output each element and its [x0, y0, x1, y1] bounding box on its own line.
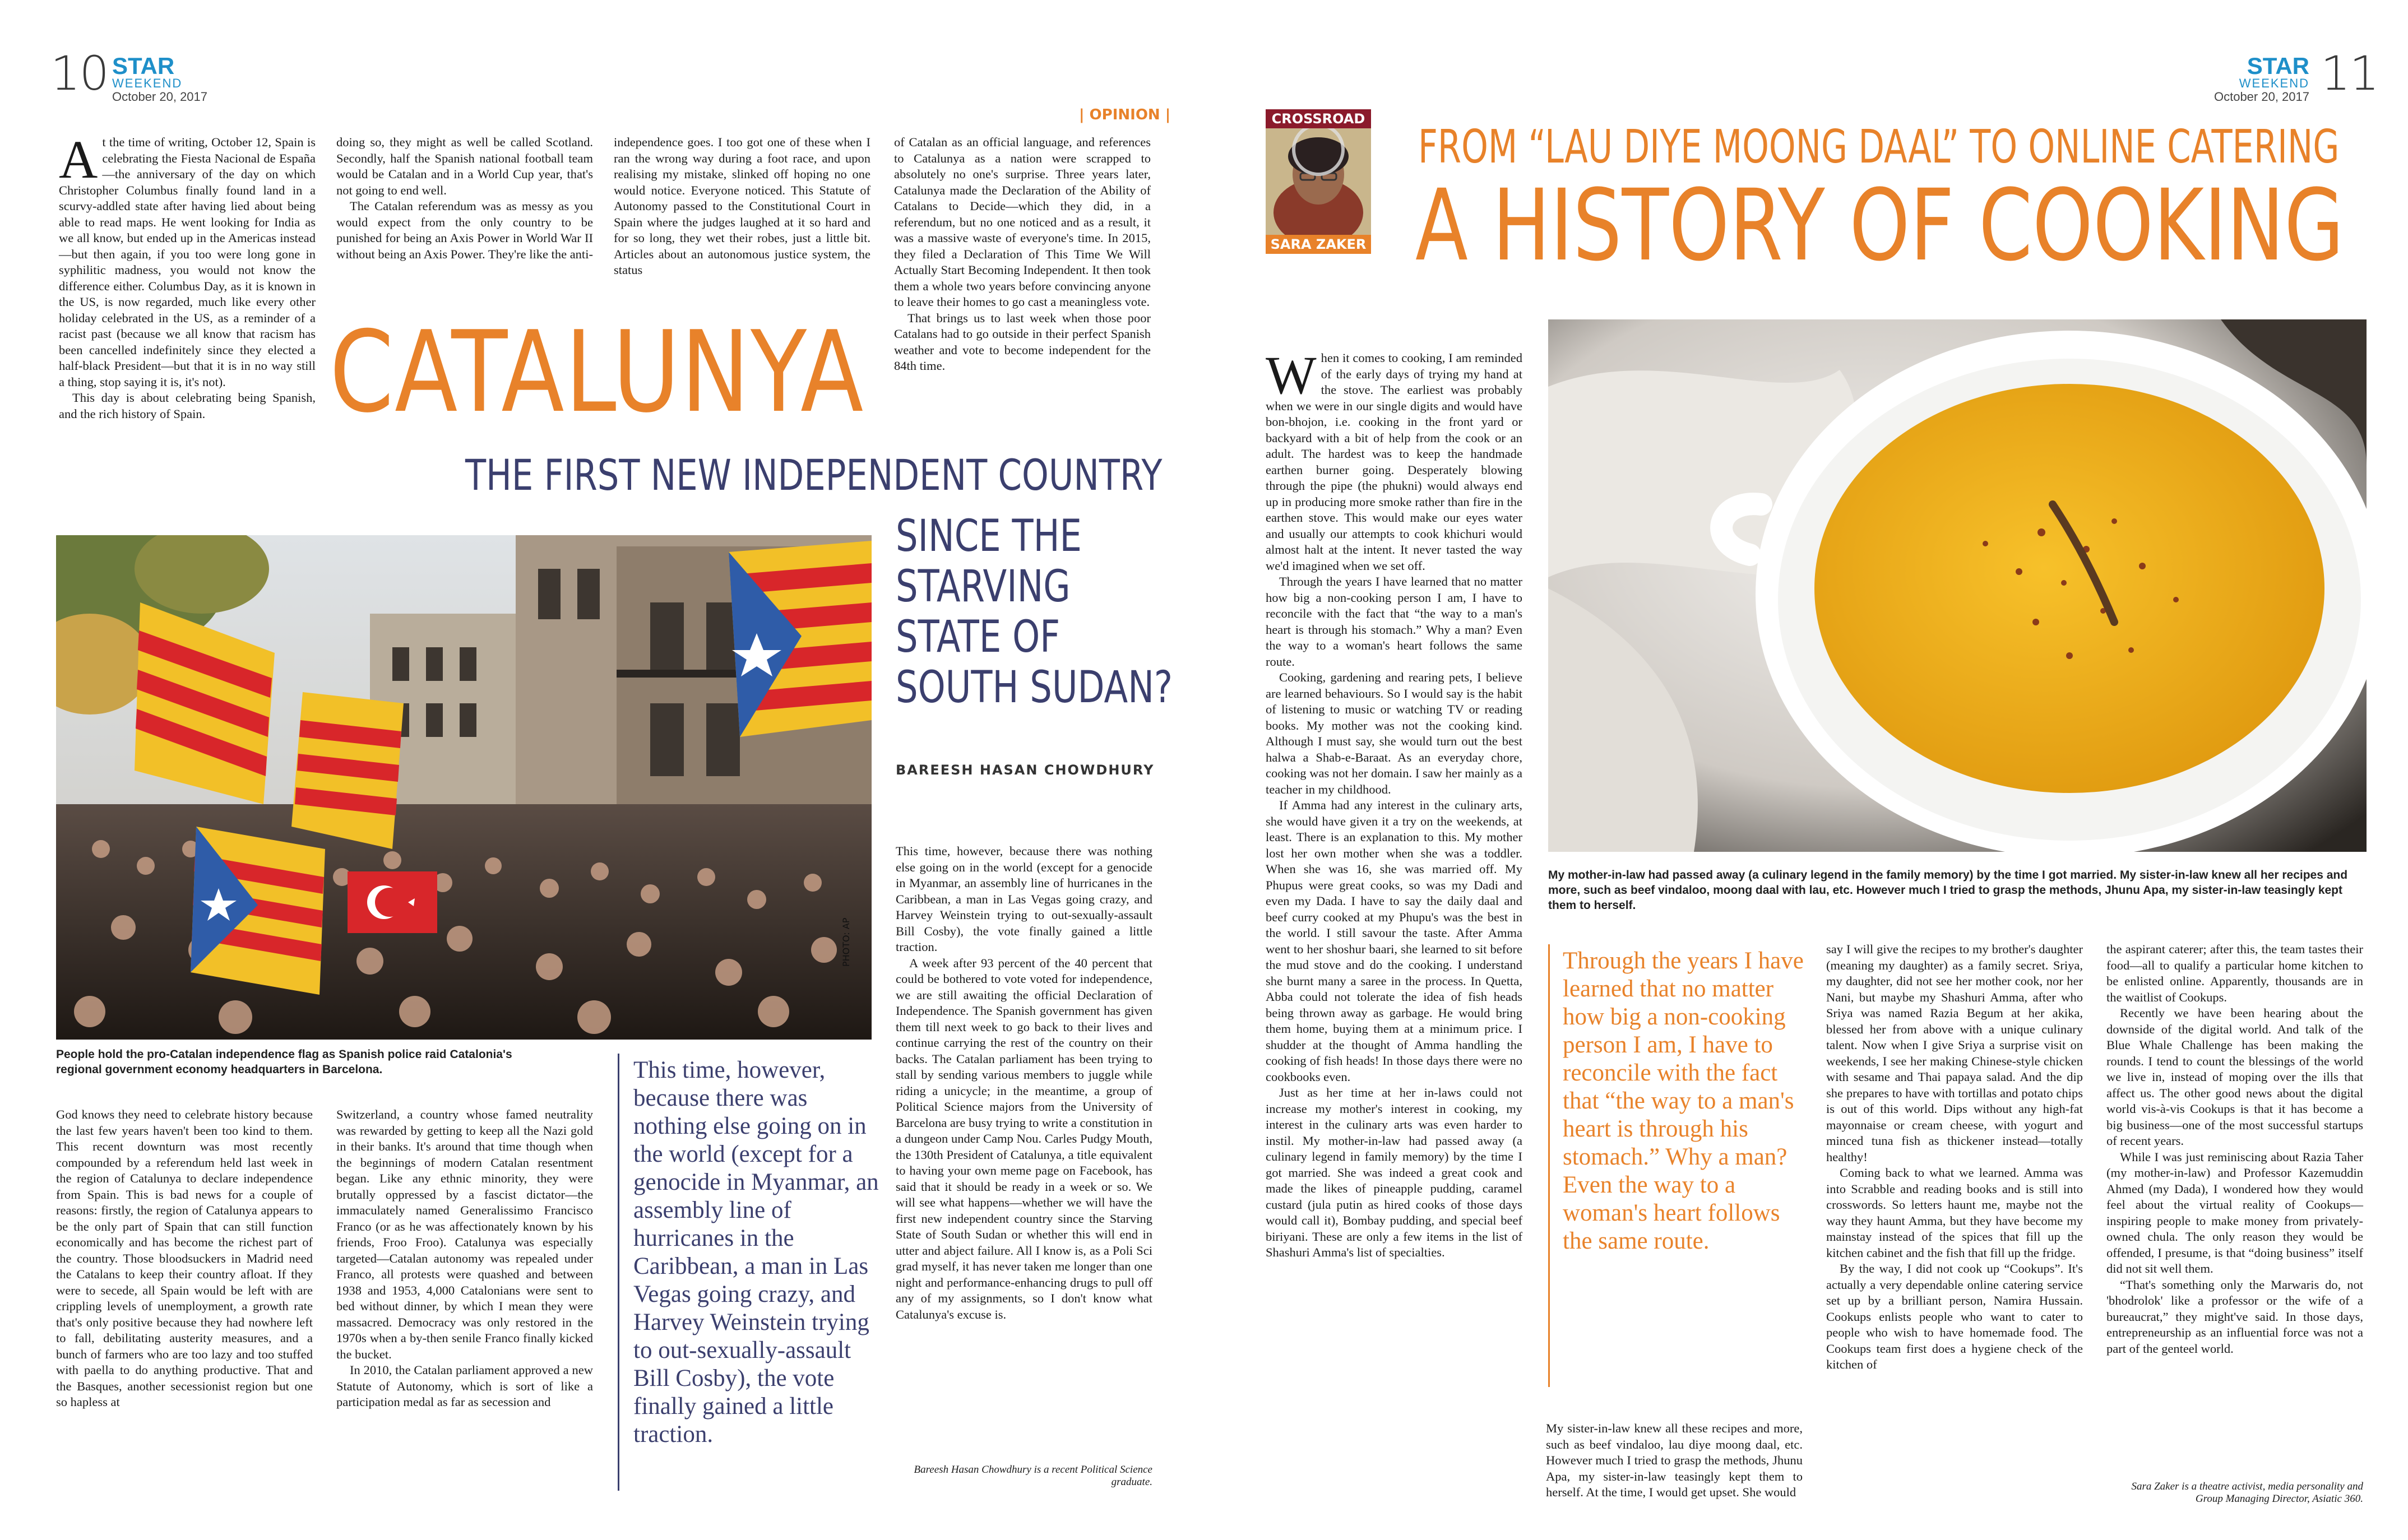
body-text: A week after 93 percent of the 40 percent that could be bothered to vote voted for independence, we are still awaiting the official Declaration of Independence. The Spanish government has given them till next week to go back to their lives and continue carrying the rest of the country on their backs. The Catalan parliament has been trying to stall by sending various members to juggle while riding a unicycle; in the meantime, a group of Political Science majors from the University of Barcelona are busy trying to write a constitution in a dungeon under Camp Nou. Carles Pudgy Mouth, the 130th President of Catalunya, a title equivalent to having your own meme page on Facebook, has said that it should be ready in a week or so. We will see what happens—whether we will have the first new independent country since the Starving State of South Sudan or whether this will end in utter and abject failure. All I know is, as a Poli Sci grad myself, it has never taken me longer than one night and performance-enhancing drugs to pull off any of my assignments, so I don't know what Catalunya's excuse is.: [896, 955, 1152, 1321]
dropcap: W: [1266, 345, 1317, 405]
body-text: The Catalan referendum was as messy as you would expect from the only country to be punished for being an Axis Power in World War II without being an Axis Power. They're like the anti-: [336, 199, 593, 261]
body-text: the aspirant caterer; after this, the team tastes their food—all to qualify a particular home kitchen to be enlisted online. Apparently, thousands are in the waitlist of Cookups.: [2106, 942, 2363, 1004]
protest-photo: [56, 535, 872, 1040]
masthead-sub: WEEKEND: [2239, 76, 2309, 90]
body-text: Just as her time at her in-laws could not increase my mother's interest in cooking, my interest in the culinary arts was even harder to instil. My mother-in-law had passed away (a culinary legend in family memory) by the time I got married. She was indeed a great cook and made the likes of pineapple pudding, caramel custard (jula putin as hired cooks of those days would call it), Bombay pudding, and special beef biriyani. These are only a few items in the list of Shashuri Amma's list of specialties.: [1266, 1086, 1522, 1259]
page-number-left: 10: [50, 46, 108, 101]
body-text: Switzerland, a country whose famed neutrality was rewarded by getting to keep all the Nazi gold in their banks. It's around that time though when the beginnings of modern Catalan resentment began. Like any ethnic minority, they were brutally oppressed by a fascist dictator—the immaculately named Generalissimo Francisco Franco (or as he was affectionately known by his friends, Froo Froo). Catalunya was especially targeted—Catalan autonomy was repealed under Franco, all protests were quashed and between 1938 and 1953, 4,000 Catalonians were sent to bed without dinner, by which I mean they were massacred. Democracy was only restored in the 1970s when a by-then senile Franco finally kicked the bucket.: [336, 1107, 593, 1361]
body-text: Through the years I have learned that no matter how big a non-cooking person I am, I have to reconcile with the fact that “the way to a man's heart is through his stomach.” Why a man? Even the way to a woman's heart follows the same route.: [1266, 574, 1522, 669]
author-note-left: Bareesh Hasan Chowdhury is a recent Political Science graduate.: [914, 1464, 1152, 1488]
article-col-1: [59, 129, 316, 504]
kicker: FROM “LAU DIYE MOONG DAAL” TO ONLINE CATERING: [1418, 120, 2340, 174]
body-text: of Catalan as an official language, and references to Catalunya as a nation were scrapped to absolutely no one's surprise. Three years later, Catalunya made the Declaration of the Ability of Catalans to Decide—which they did, in a referendum, but no one noticed and as a result, it was a massive waste of everyone's time. In 2015, they filed a Declaration of This Time We Will Actually Start Becoming Independent. It then took them a whole two years before convincing anyone to leave their homes to go cast a meaningless vote.: [894, 135, 1151, 309]
article-col-r3: [1826, 941, 2083, 1502]
body-text: hen it comes to cooking, I am reminded of the early days of trying my hand at the stove. The earliest was probably when we were in our single digits and would have bon-bhojon, i.e. cooking in the front yard or backyard with a bit of help from the cook or an adult. The hardest was to keep the handmade earthen burner going. Desperately blowing through the pipe (the phukni) would always end up in producing more smoke rather than fire in the earthen stove. This would make our eyes water and usually our attempts to cook khichuri would almost halt at the intent. It never tasted the way we'd imagined when we set off.: [1266, 351, 1522, 573]
author-note-right: Sara Zaker is a theatre activist, media personality and Group Managing Director, Asiatic 360.: [2131, 1481, 2363, 1505]
body-text: That brings us to last week when those poor Catalans had to go outside in their perfect Spanish weather and vote to become independent for the 84th time.: [894, 310, 1151, 373]
dropcap: A: [59, 129, 98, 189]
section-tag-opinion: | OPINION |: [1079, 106, 1171, 123]
headline-history-of-cooking: A HISTORY OF COOKING: [1415, 168, 2344, 283]
subhead-line-1: THE FIRST NEW INDEPENDENT COUNTRY: [465, 450, 1163, 500]
article-col-bottom-1: [56, 1107, 313, 1510]
byline: BAREESH HASAN CHOWDHURY: [896, 762, 1155, 778]
dal-bowl-illustration: [1548, 319, 2367, 852]
photo-credit: PHOTO: AP: [841, 917, 851, 967]
body-text: This day is about celebrating being Spanish, and the rich history of Spain.: [59, 391, 316, 421]
pull-quote-rule-left: [618, 1054, 619, 1491]
author-label: SARA ZAKER: [1266, 235, 1371, 254]
body-text: independence goes. I too got one of these when I ran the wrong way during a foot race, and upon realising my mistake, slinked off hoping no one would notice. Everyone noticed. This Statute of Autonomy passed to the Constitutional Court in Spain where the judges laughed at it so hard and for so long, they wet their robes, just a little bit. Articles about an autonomous justice system, the status: [614, 135, 870, 277]
masthead-left: [112, 55, 207, 104]
masthead-name: STAR: [112, 53, 175, 79]
body-text: God knows they need to celebrate history because the last few years haven't been too kind to them. This recent downturn was most recently compounded by a referendum held last week in the region of Catalunya to declare independence from Spain. This is bad news for a couple of reasons: firstly, the region of Catalunya appears to be the only part of Spain that can still function economically and has become the richest part of the country. Those bloodsuckers in Madrid need the Catalans to keep their country afloat. If they were to secede, all Spain would be left with are crippling levels of unemployment, a growth rate that's only positive because they had nowhere left to fall, debilitating austerity measures, and a bunch of farmers who are too lazy and too stuffed with paella to do anything productive. That and the Basques, another secessionist region but one so hapless at: [56, 1107, 313, 1409]
article-col-3: [614, 134, 870, 303]
body-text: This time, however, because there was nothing else going on in the world (except for a genocide in Myanmar, an assembly line of hurricanes in the Caribbean, a man in Las Vegas going crazy, and Harvey Weinstein trying to out-sexually-assault Bill Cosby), the vote finally gained a little traction.: [896, 844, 1152, 954]
masthead-date: October 20, 2017: [112, 90, 208, 104]
page-number-right: 11: [2321, 46, 2378, 101]
column-badge: [1266, 109, 1371, 255]
body-text: “That's something only the Marwaris do, not 'bhodrolok' like a professor or the wife of a bureaucrat,” they might've said. In those days, entrepreneurship as an influential force was not a part of the genteel world.: [2106, 1277, 2363, 1356]
body-text: By the way, I did not cook up “Cookups”. It's actually a very dependable online catering service set up by a brilliant person, Namira Hussain. Cookups enlists people who want to cater to people who wish to have homemade food. The Cookups team first does a hygiene check of the kitchen of: [1826, 1261, 2083, 1371]
protest-photo-illustration: [56, 535, 872, 1040]
column-label: CROSSROAD: [1266, 109, 1371, 128]
body-text: My sister-in-law knew all these recipes and more, such as beef vindaloo, lau diye moong daal, etc. However much I tried to grasp the methods, Jhunu Apa, my sister-in-law teasingly kept them to herself. At the time, I would get upset. She would: [1546, 1421, 1803, 1499]
article-col-4: [894, 134, 1151, 448]
article-col-r4: [2106, 941, 2363, 1474]
masthead-sub: WEEKEND: [112, 76, 183, 90]
masthead-date: October 20, 2017: [2213, 90, 2309, 104]
pull-quote-left: This time, however, because there was nothing else going on in the world (except for a genocide in Myanmar, an assembly line of hurricanes in the Caribbean, a man in Las Vegas going crazy, and Harvey Weinstein trying to out-sexually-assault Bill Cosby), the vote finally gained a little traction.: [633, 1057, 879, 1448]
body-text: Coming back to what we learned. Amma was into Scrabble and reading books and is still into crosswords. So letters haunt me, maybe not the way they haunt Amma, but they have become my mainstay instead of the spices that fill up the kitchen cabinet and the fish that fill up the fridge.: [1826, 1166, 2083, 1260]
subhead-line: STARVING: [896, 562, 1071, 612]
body-text: Cooking, gardening and rearing pets, I believe are learned behaviours. So I would say is the habit of listening to music or watching TV or reading books. My mother was not the cooking kind. Although I must say, she would turn out the best halwa a Shab-e-Baraat. As an everyday chore, cooking was not her domain. I saw her mainly as a teacher in my childhood.: [1266, 670, 1522, 796]
pull-quote-rule-right: [1548, 944, 1550, 1387]
article-col-bottom-4: [896, 843, 1152, 1493]
headline-catalunya: CATALUNYA: [330, 307, 864, 438]
body-text: If Amma had any interest in the culinary arts, she would have given it a try on the weekends, at least. There is an explanation to this. My mother lost her own mother when she was a toddler. When she was 16, she was married off. My Phupus were great cooks, so was my Dadi and even my Dada. I have to say the daily daal and beef curry cooked at my Phupu's was the best in the world. I still savour the taste. After Amma went to her shoshur baari, she learned to sit before the mud stove and do the cooking. I understand she burnt many a saree in the process. In Quetta, Abba could not tolerate the idea of fish heads being thrown away as garbage. He would bring them home, buying them at a minimum price. I shudder at the thought of Amma handling the cooking of fish heads! In those days there were no cookbooks even.: [1266, 798, 1522, 1084]
body-text: t the time of writing, October 12, Spain is celebrating the Fiesta Nacional de España—the anniversary of the day on which Christopher Columbus finally found land in a scurvy-addled state after having lied about being able to read maps. He went looking for India as we all know, but ended up in the Americas instead—but then again, if you too were long gone in syphilitic madness, you would not know the difference either. Columbus Day, as it is known in the US, is now regarded, much like every other holiday celebrated in the US, as a reminder of a racist past (because we all know that racism has been cancelled indefinitely since they elected a half-black President—but that it is in no way still a thing, stop saying it is, it's not).: [59, 135, 316, 389]
subhead-line: SOUTH SUDAN?: [896, 662, 1173, 713]
body-text: doing so, they might as well be called Scotland. Secondly, half the Spanish national football team would be Catalan and in a World Cup year, that's not going to end well.: [336, 135, 593, 197]
subhead-line: STATE OF: [896, 612, 1061, 662]
body-text: In 2010, the Catalan parliament approved a new Statute of Autonomy, which is sort of like a participation medal as far as secession and: [336, 1363, 593, 1409]
article-col-2: [336, 134, 593, 319]
photo-caption-right: My mother-in-law had passed away (a culinary legend in the family memory) by the time I got married. My sister-in-law knew all her recipes and more, such as beef vindaloo, moong daal with lau, etc. However much I tried to grasp the methods, Jhunu Apa, my sister-in-law teasingly kept them to herself.: [1548, 869, 2348, 912]
body-text: say I will give the recipes to my brother's daughter (meaning my daughter) as a family secret. Sriya, my daughter, did not see her mother cook, nor her Nani, but maybe my Shashuri Amma, after who Sriya was named Razia Begum at her akika, blessed her from above with a unique culinary talent. Now when I give Sriya a surprise visit on weekends, I see her making Chinese-style chicken with sesame and Thai papaya salad. And the dip she prepares to have with tortillas and potato chips is out of this world. Dips without any high-fat mayonnaise or cream cheese, with yogurt and minced tuna fish as thickener instead—totally healthy!: [1826, 942, 2083, 1164]
photo-caption-left: People hold the pro-Catalan independence flag as Spanish police raid Catalonia's regional government economy headquarters in Barcelona.: [56, 1048, 512, 1076]
subhead-line: SINCE THE: [896, 511, 1082, 562]
pull-quote-right: Through the years I have learned that no matter how big a non-cooking person I am, I have to reconcile with the fact that “the way to a man's heart is through his stomach.” Why a man? Even the way to a woman's heart follows the same route.: [1563, 948, 1804, 1254]
dal-bowl-photo: [1548, 319, 2367, 852]
masthead-name: STAR: [2247, 53, 2309, 79]
subhead-rest: [896, 511, 1173, 713]
article-col-r1: [1266, 345, 1522, 1275]
article-col-bottom-2: [336, 1107, 593, 1510]
masthead-right: [2213, 53, 2309, 104]
body-text: While I was just reminiscing about Razia Taher (my mother-in-law) and Professor Kazemuddin Ahmed (my Dada), I wondered how they would feel about the virtual reality of Cookups—inspiring people to make money from privately-owned chula. The only reason they would be offended, I presume, is that “doing business” itself did not sit well them.: [2106, 1149, 2363, 1275]
body-text: Recently we have been hearing about the downside of the digital world. And talk of the Blue Whale Challenge has been making the rounds. I tend to count the blessings of the world we live in, instead of moping over the ills that affect us. The other good news about the digital world vis-à-vis Cookups is that it has become a big business—one of the most successful startups of recent years.: [2106, 1006, 2363, 1148]
author-portrait: [1266, 128, 1371, 235]
article-col-r2-bottom: [1546, 1421, 1803, 1499]
